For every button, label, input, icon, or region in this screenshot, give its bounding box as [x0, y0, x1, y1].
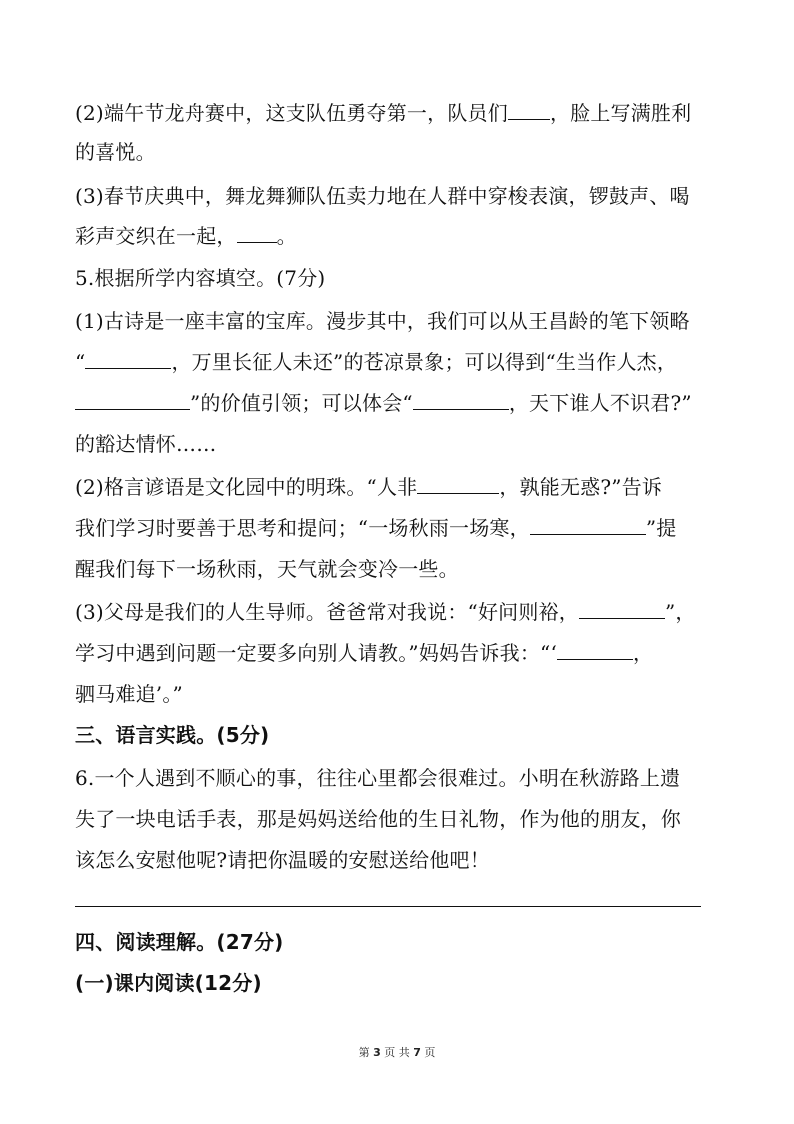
- q5-item2-line2: [75, 516, 676, 540]
- q4-item3-text-a: 彩声交织在一起，: [75, 224, 237, 248]
- q5-item1-text-b: ，万里长征人未还”的苍凉景象；可以得到“生当作人杰，: [171, 350, 678, 374]
- q5-item1-blank1[interactable]: [85, 350, 171, 369]
- q5-item1-blank3[interactable]: [413, 391, 509, 410]
- q5-item1-text-d: ，天下谁人不识君?”: [508, 391, 692, 415]
- q4-item3-line1: (3)春节庆典中，舞龙舞狮队伍卖力地在人群中穿梭表演，锣鼓声、喝: [75, 184, 690, 208]
- footer-suffix: 页: [424, 1046, 436, 1059]
- q5-item3-text-d: ，: [633, 641, 654, 665]
- q5-item2-text-b: ，孰能无惑?”告诉: [499, 475, 663, 499]
- q5-item3-text-c: 学习中遇到问题一定要多向别人请教。”妈妈告诉我：“‘: [75, 641, 558, 665]
- q5-item2-text-d: ”提: [645, 516, 677, 540]
- q6-line2: 失了一块电话手表，那是妈妈送给他的生日礼物，作为他的朋友，你: [75, 807, 681, 831]
- q5-item2-blank2[interactable]: [530, 516, 646, 535]
- q4-item2-text-b: ，脸上写满胜利: [549, 101, 692, 125]
- q6-line3: 该怎么安慰他呢?请把你温暖的安慰送给他吧！: [75, 848, 490, 872]
- q5-item2-text-a: (2)格言谚语是文化园中的明珠。“人非: [75, 475, 418, 499]
- section3-title: 三、语言实践。(5分): [75, 723, 270, 747]
- q5-item2-blank1[interactable]: [417, 475, 499, 494]
- q5-item3-blank1[interactable]: [579, 600, 665, 619]
- q5-item2-text-c: 我们学习时要善于思考和提问；“一场秋雨一场寒，: [75, 516, 530, 540]
- q4-item2-text-a: (2)端午节龙舟赛中，这支队伍勇夺第一，队员们: [75, 101, 508, 125]
- q4-item3-line2: [75, 224, 297, 248]
- q5-item1-text-c: ”的价值引领；可以体会“: [190, 391, 413, 415]
- q5-item2-line3: 醒我们每下一场秋雨，天气就会变冷一些。: [75, 557, 459, 581]
- q5-item1-quote-open: “: [75, 350, 86, 374]
- q5-item3-blank2[interactable]: [557, 641, 633, 660]
- q5-item1-line4: 的豁达情怀……: [75, 432, 217, 456]
- q5-item1-line3: [75, 391, 692, 415]
- q4-item2-blank[interactable]: [508, 101, 550, 120]
- footer-total-pages: 7: [413, 1046, 421, 1059]
- q5-item3-text-a: (3)父母是我们的人生导师。爸爸常对我说：“好问则裕，: [75, 600, 579, 624]
- q5-item3-line2: [75, 641, 653, 665]
- q5-item1-line1: (1)古诗是一座丰富的宝库。漫步其中，我们可以从王昌龄的笔下领略: [75, 309, 690, 333]
- q5-item3-text-b: ”，: [664, 600, 696, 624]
- footer-page-number: 3: [373, 1046, 381, 1059]
- q5-item1-blank2[interactable]: [75, 391, 190, 410]
- footer-prefix: 第: [358, 1046, 370, 1059]
- q5-item3-line1: [75, 600, 696, 624]
- section4-title: 四、阅读理解。(27分): [75, 930, 284, 954]
- q4-item2-line1: [75, 101, 691, 125]
- q5-title: 5.根据所学内容填空。(7分): [75, 266, 326, 290]
- q6-line1: 6.一个人遇到不顺心的事，往往心里都会很难过。小明在秋游路上遗: [75, 766, 681, 790]
- q5-item3-line3: 驷马难追’。”: [75, 682, 183, 706]
- q4-item3-text-b: 。: [276, 224, 297, 248]
- page-footer: [0, 1044, 794, 1060]
- q5-item2-line1: [75, 475, 662, 499]
- section4-subtitle: (一)课内阅读(12分): [75, 971, 262, 995]
- q6-answer-line[interactable]: [75, 906, 701, 907]
- footer-middle: 页 共: [384, 1046, 410, 1059]
- q4-item2-line2: 的喜悦。: [75, 140, 156, 164]
- q5-item1-line2: [75, 350, 677, 374]
- q4-item3-blank[interactable]: [237, 224, 277, 243]
